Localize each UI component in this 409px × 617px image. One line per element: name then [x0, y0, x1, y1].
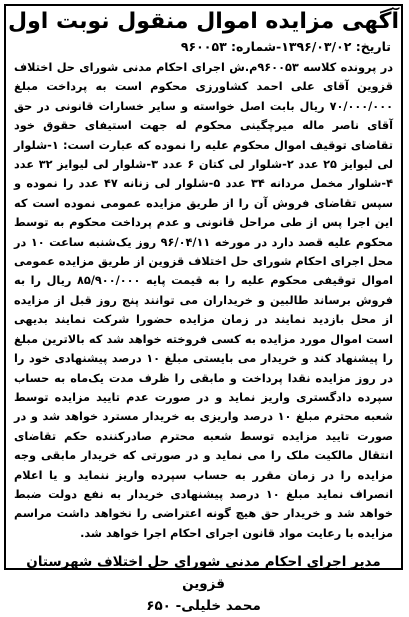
signature-name: محمد خلیلی- ۶۵۰ — [146, 598, 261, 615]
notice-signature — [14, 551, 393, 617]
auction-notice — [4, 4, 403, 615]
notice-body: در پرونده کلاسه ۹۶۰۰۵۳م.ش اجرای احکام مدنی شورای حل اختلاف قزوین آقای علی احمد کشاورزی محکوم است به پرداخت مبلغ ۷۰/۰۰۰/۰۰۰ ریال بابت اصل خواسته و سایر خسارات قانونی در حق آقای ناصر ماله میرچگینی محکوم له جهت استیفای حقوق خود تقاضای توقیف اموال محکوم علیه را نموده که عبارت است: ۱-شلوار لی لیوایز ۲۵ عدد ۲-شلوار لی کتان ۶ عدد ۳-شلوار لی لیوایز ۳۲ عدد ۴-شلوار مخمل مردانه ۳۴ عدد ۵-شلوار لی زنانه ۴۷ عدد را نموده و سپس تقاضای فروش آن را از طریق مزایده عمومی نموده است که این اجرا پس از طی مراحل قانونی و عدم پرداخت محکوم به توسط محکوم علیه قصد دارد در مورخه ۹۶/۰۴/۱۱ روز یک‌شنبه ساعت ۱۰ در محل اجرای احکام شورای حل اختلاف قزوین از طریق مزایده عمومی اموال توقیفی محکوم علیه را به قیمت پایه ۸۵/۹۰۰/۰۰۰ ریال را به فروش برساند طالبین و خریداران می توانند پنج روز قبل از مزایده از محل بازدید نمایند در زمان مزایده حضورا شرکت نمایند بدیهی است اموال مورد مزایده به کسی فروخته خواهد شد که بالاترین مبلغ را پیشنهاد کند و خریدار می بایستی مبلغ ۱۰ درصد پیشنهادی خود را در روز مزایده نقدا پرداخت و مابقی را ظرف مدت یک‌ماه به حساب سپرده دادگستری واریز نماید و در صورت عدم تایید مزایده توسط شعبه محترم مبلغ ۱۰ درصد واریزی به خریدار مسترد خواهد شد و در صورت تایید مزایده توسط شعبه محترم صادرکننده حکم تقاضای انتقال مالکیت ملک را می نماید و در صورتی که خریدار مابقی وجه مزایده را در زمان مقرر به حساب سپرده واریز ننماید و یا اعلام انصراف نماید مبلغ ۱۰ درصد پیشنهادی خریدار به نفع دولت ضبط خواهد شد و خریدار حق هیچ گونه اعتراضی را نخواهد داشت مراسم مزایده با رعایت مواد قانون اجرای احکام اجرا خواهد شد. — [14, 61, 394, 540]
notice-title: آگهی مزایده اموال منقول نوبت اول — [7, 9, 400, 34]
signature-office: مدیر اجرای احکام مدنی شورای حل اختلاف شهرستان قزوین — [26, 554, 381, 593]
notice-date-number: تاریخ: ۱۳۹۶/۰۳/۰۲-شماره: ۹۶۰۰۵۳ — [180, 39, 391, 54]
